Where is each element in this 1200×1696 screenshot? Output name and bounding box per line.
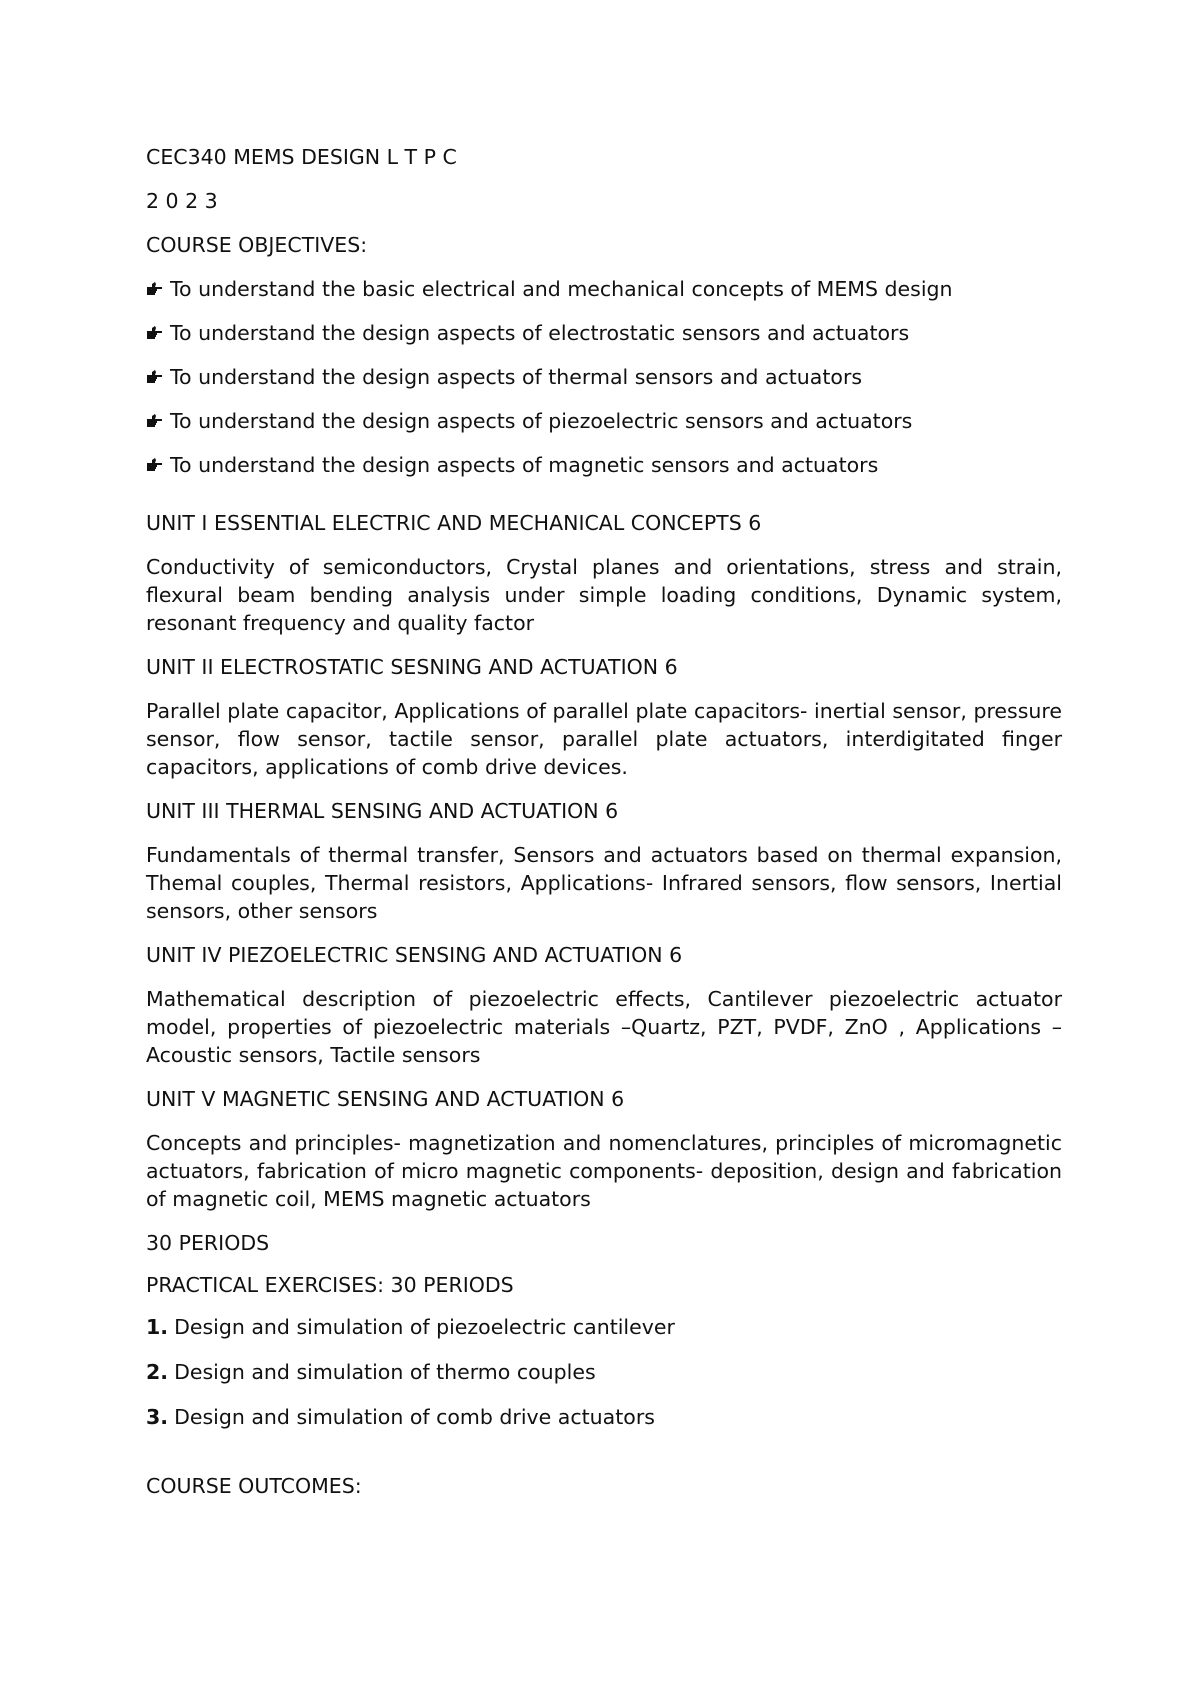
objective-item [146, 409, 1062, 433]
objective-item [146, 365, 1062, 389]
document-page [146, 145, 1062, 1519]
objective-text: To understand the design aspects of magnetic sensors and actuators [170, 453, 879, 477]
unit-3-heading: UNIT III THERMAL SENSING AND ACTUATION 6 [146, 799, 619, 823]
objective-text: To understand the design aspects of thermal sensors and actuators [170, 365, 863, 389]
unit-4-heading: UNIT IV PIEZOELECTRIC SENSING AND ACTUATION 6 [146, 943, 683, 967]
practical-item [146, 1360, 1062, 1384]
unit-5-body: Concepts and principles- magnetization and nomenclatures, principles of micromagnetic actuators, fabrication of micro magnetic components- deposition, design and fabrication of magnetic coil, MEMS magnetic actuators [146, 1131, 1062, 1211]
practical-number: 1. [146, 1315, 169, 1339]
hand-pointing-icon [146, 414, 163, 428]
objective-item [146, 277, 1062, 301]
objectives-list [146, 277, 1062, 477]
outcomes-heading: COURSE OUTCOMES: [146, 1474, 362, 1498]
course-credits: 2 0 2 3 [146, 189, 218, 213]
hand-pointing-icon [146, 458, 163, 472]
practical-text: Design and simulation of piezoelectric cantilever [174, 1315, 675, 1339]
practical-number: 3. [146, 1405, 169, 1429]
unit-2-body: Parallel plate capacitor, Applications of parallel plate capacitors- inertial sensor, pressure sensor, flow sensor, tactile sensor, parallel plate actuators, interdigitated finger capacitors, applications of comb drive devices. [146, 699, 1062, 779]
course-title: CEC340 MEMS DESIGN L T P C [146, 145, 457, 169]
unit-1-body: Conductivity of semiconductors, Crystal planes and orientations, stress and strain, flexural beam bending analysis under simple loading conditions, Dynamic system, resonant frequency and quality factor [146, 555, 1062, 635]
practical-heading: PRACTICAL EXERCISES: 30 PERIODS [146, 1273, 514, 1297]
practical-item [146, 1405, 1062, 1429]
practical-number: 2. [146, 1360, 169, 1384]
practical-text: Design and simulation of thermo couples [174, 1360, 596, 1384]
unit-1-heading: UNIT I ESSENTIAL ELECTRIC AND MECHANICAL CONCEPTS 6 [146, 511, 762, 535]
unit-5-heading: UNIT V MAGNETIC SENSING AND ACTUATION 6 [146, 1087, 625, 1111]
objectives-heading: COURSE OBJECTIVES: [146, 233, 368, 257]
objective-text: To understand the design aspects of electrostatic sensors and actuators [170, 321, 910, 345]
hand-pointing-icon [146, 326, 163, 340]
objective-item [146, 321, 1062, 345]
objective-item [146, 453, 1062, 477]
hand-pointing-icon [146, 370, 163, 384]
practical-item [146, 1315, 1062, 1339]
objective-text: To understand the design aspects of piezoelectric sensors and actuators [170, 409, 913, 433]
objective-text: To understand the basic electrical and mechanical concepts of MEMS design [170, 277, 953, 301]
hand-pointing-icon [146, 282, 163, 296]
periods-total: 30 PERIODS [146, 1231, 270, 1255]
unit-4-body: Mathematical description of piezoelectric effects, Cantilever piezoelectric actuator model, properties of piezoelectric materials –Quartz, PZT, PVDF, ZnO , Applications – Acoustic sensors, Tactile sensors [146, 987, 1062, 1067]
unit-3-body: Fundamentals of thermal transfer, Sensors and actuators based on thermal expansion, Themal couples, Thermal resistors, Applications- Infrared sensors, flow sensors, Inertial sensors, other sensors [146, 843, 1062, 923]
practical-list [146, 1315, 1062, 1429]
practical-text: Design and simulation of comb drive actuators [174, 1405, 655, 1429]
unit-2-heading: UNIT II ELECTROSTATIC SESNING AND ACTUATION 6 [146, 655, 678, 679]
